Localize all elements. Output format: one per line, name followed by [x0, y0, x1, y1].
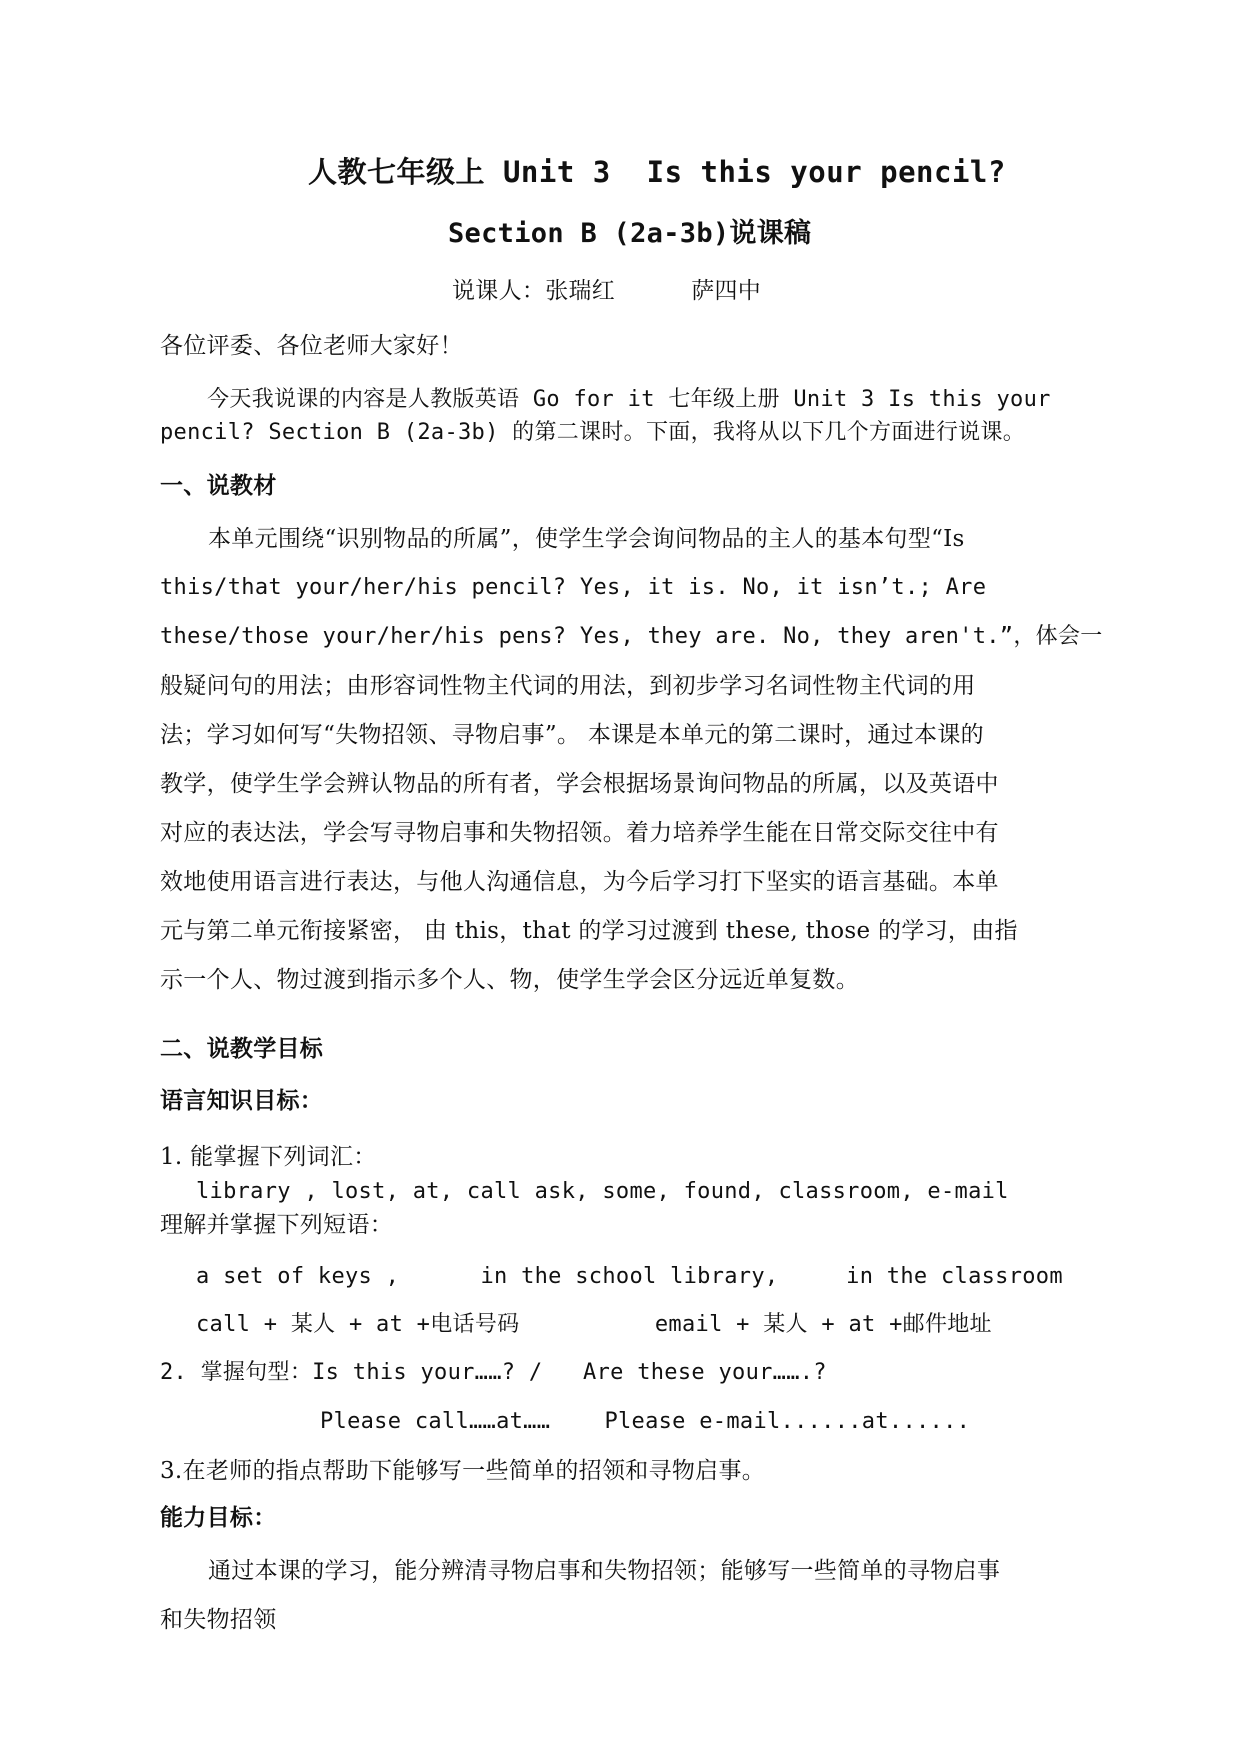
author-line: 说课人：张瑞红 萨四中 — [452, 278, 762, 304]
intro-line-1: 今天我说课的内容是人教版英语 Go for it 七年级上册 Unit 3 Is this your — [180, 387, 1051, 412]
vocabulary-list: library , lost, at, call ask, some, found, classroom, e-mail — [196, 1179, 1009, 1204]
section1-line-4: 般疑问句的用法；由形容词性物主代词的用法，到初步学习名词性物主代词的用 — [160, 673, 976, 699]
section1-line-10: 示一个人、物过渡到指示多个人、物，使学生学会区分远近单复数。 — [160, 967, 859, 993]
item2-continued: Please call……at…… Please e-mail......at...... — [320, 1409, 971, 1434]
section1-line-8: 效地使用语言进行表达，与他人沟通信息，为今后学习打下坚实的语言基础。本单 — [160, 869, 999, 895]
greeting: 各位评委、各位老师大家好！ — [160, 333, 463, 359]
document-subtitle: Section B (2a-3b)说课稿 — [448, 218, 812, 249]
ability-heading: 能力目标： — [160, 1505, 277, 1531]
section1-line-2: this/that your/her/his pencil? Yes, it is. No, it isn’t.; Are — [160, 575, 987, 600]
section1-line-1: 本单元围绕“识别物品的所属”，使学生学会询问物品的主人的基本句型“Is — [208, 526, 965, 552]
intro-line-2: pencil? Section B (2a-3b) 的第二课时。下面，我将从以下几个方面进行说课。 — [160, 420, 1026, 445]
section1-heading: 一、说教材 — [160, 473, 277, 499]
document-title: 人教七年级上 Unit 3 Is this your pencil? — [308, 155, 1006, 189]
phrase-line-1: a set of keys , in the school library, in the classroom — [196, 1264, 1063, 1289]
section1-line-7: 对应的表达法，学会写寻物启事和失物招领。着力培养学生能在日常交际交往中有 — [160, 820, 999, 846]
knowledge-heading: 语言知识目标： — [160, 1088, 324, 1114]
section2-heading: 二、说教学目标 — [160, 1036, 324, 1062]
item2: 2. 掌握句型：Is this your……? / Are these your…….? — [160, 1360, 827, 1385]
ability-line-2: 和失物招领 — [160, 1607, 277, 1633]
phrase-line-2: call + 某人 + at +电话号码 email + 某人 + at +邮件地址 — [196, 1312, 992, 1337]
section1-line-9: 元与第二单元衔接紧密， 由 this，that 的学习过渡到 these, those 的学习，由指 — [160, 918, 1018, 944]
section1-line-6: 教学，使学生学会辨认物品的所有者，学会根据场景询问物品的所属，以及英语中 — [160, 771, 999, 797]
section1-line-5: 法；学习如何写“失物招领、寻物启事”。 本课是本单元的第二课时，通过本课的 — [160, 722, 984, 748]
section1-line-3: these/those your/her/his pens? Yes, they are. No, they aren't.”，体会一 — [160, 624, 1103, 649]
item3: 3.在老师的指点帮助下能够写一些简单的招领和寻物启事。 — [160, 1458, 766, 1484]
phrases-label: 理解并掌握下列短语： — [160, 1212, 393, 1238]
item1-label: 1. 能掌握下列词汇： — [160, 1144, 377, 1170]
ability-line-1: 通过本课的学习，能分辨清寻物启事和失物招领；能够写一些简单的寻物启事 — [208, 1558, 1001, 1584]
